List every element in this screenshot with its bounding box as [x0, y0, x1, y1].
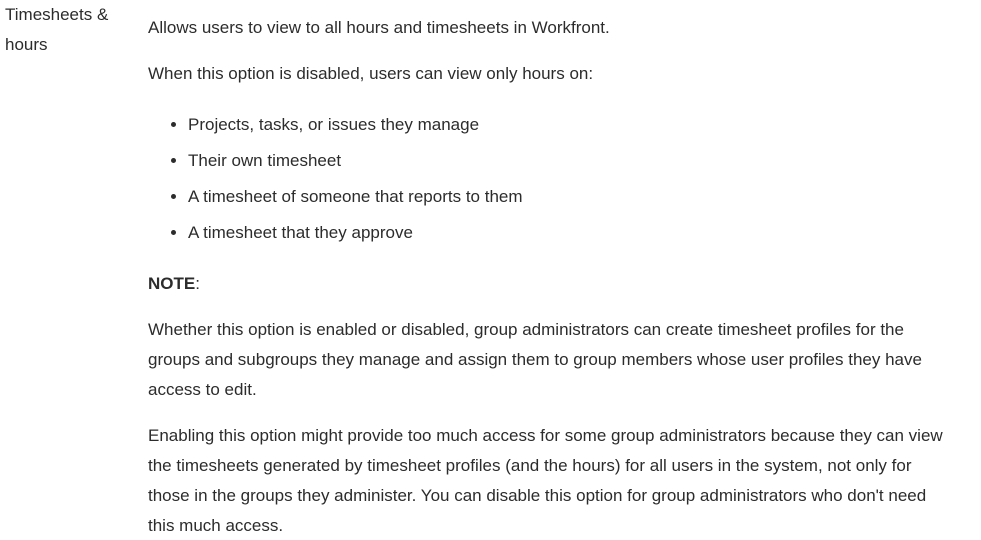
list-item-own-timesheet: • Their own timesheet [188, 146, 955, 176]
paragraph-when-disabled: When this option is disabled, users can view only hours on: [148, 64, 594, 83]
setting-name-cell [0, 0, 148, 540]
setting-description-cell [148, 0, 968, 540]
list-item-reports-to-them: • A timesheet of someone that reports to them [188, 182, 955, 212]
paragraph-enabling-access: Enabling this option might provide too much access for some group administrators because they can view the timesheets generated by timesheet profiles (and the hours) for all users in the system, not only for those in the groups they administer. You can disable this option for group administrators who don't need this much access. [148, 426, 943, 535]
restricted-hours-list [148, 110, 955, 248]
paragraph-allows-view: Allows users to view to all hours and timesheets in Workfront. [148, 18, 610, 37]
paragraph-whether-enabled: Whether this option is enabled or disabled, group administrators can create timesheet profiles for the groups and subgroups they manage and assign them to group members whose user profiles they have access to edit. [148, 320, 922, 399]
list-item-projects-tasks-issues: • Projects, tasks, or issues they manage [188, 110, 955, 140]
note-colon: : [195, 274, 200, 293]
list-item-they-approve: • A timesheet that they approve [188, 218, 955, 248]
note-heading [148, 269, 955, 299]
setting-name: Timesheets & hours [5, 5, 109, 54]
note-label: NOTE [148, 274, 196, 293]
